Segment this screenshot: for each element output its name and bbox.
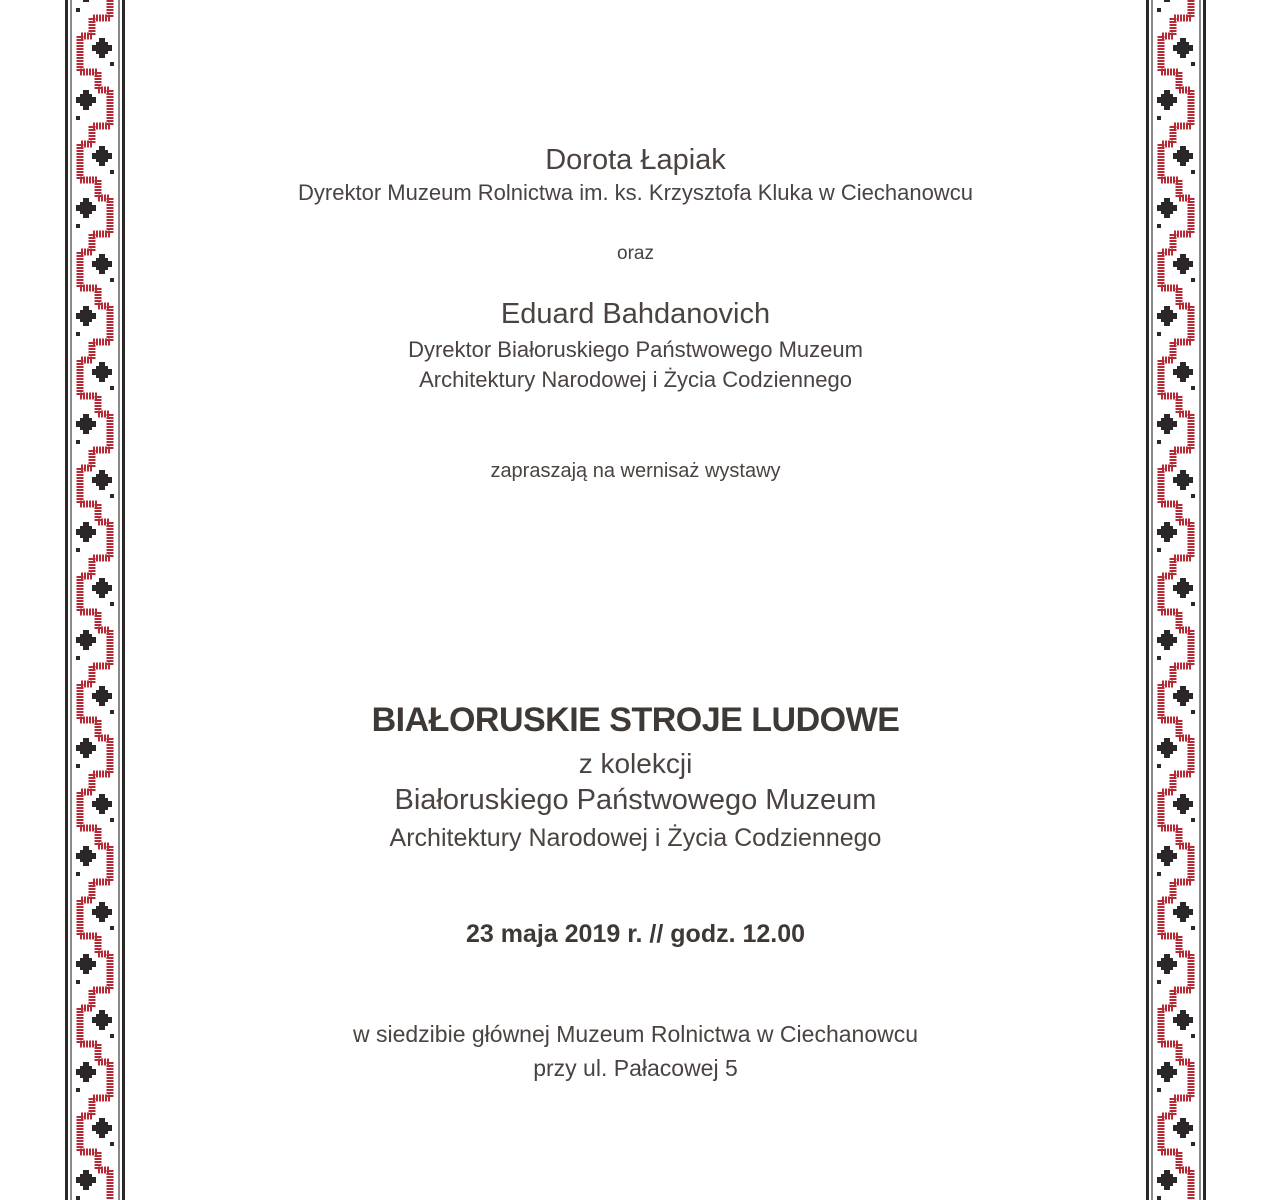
venue-line1: w siedzibie głównej Muzeum Rolnictwa w Ciechanowcu [352, 1021, 919, 1047]
host2-title-line2: Architektury Narodowej i Życia Codziennego [419, 367, 852, 392]
exhibition-subtitle-line1: z kolekcji [578, 748, 693, 779]
conjunction: oraz [617, 243, 654, 264]
event-date-time: 23 maja 2019 r. // godz. 12.00 [465, 920, 806, 948]
invitation-text: zapraszają na wernisaż wystawy [490, 460, 781, 482]
exhibition-subtitle-line2: Białoruskiego Państwowego Muzeum [394, 784, 877, 816]
host2-title-line1: Dyrektor Białoruskiego Państwowego Muzeum [408, 337, 863, 362]
host1-title: Dyrektor Muzeum Rolnictwa im. ks. Krzysztofa Kluka w Ciechanowcu [298, 180, 973, 205]
host2-name: Eduard Bahdanovich [500, 298, 771, 330]
exhibition-title: BIAŁORUSKIE STROJE LUDOWE [371, 701, 900, 739]
exhibition-subtitle-line3: Architektury Narodowej i Życia Codziennego [389, 824, 882, 852]
venue-line2: przy ul. Pałacowej 5 [533, 1055, 738, 1081]
host1-name: Dorota Łapiak [545, 144, 726, 176]
